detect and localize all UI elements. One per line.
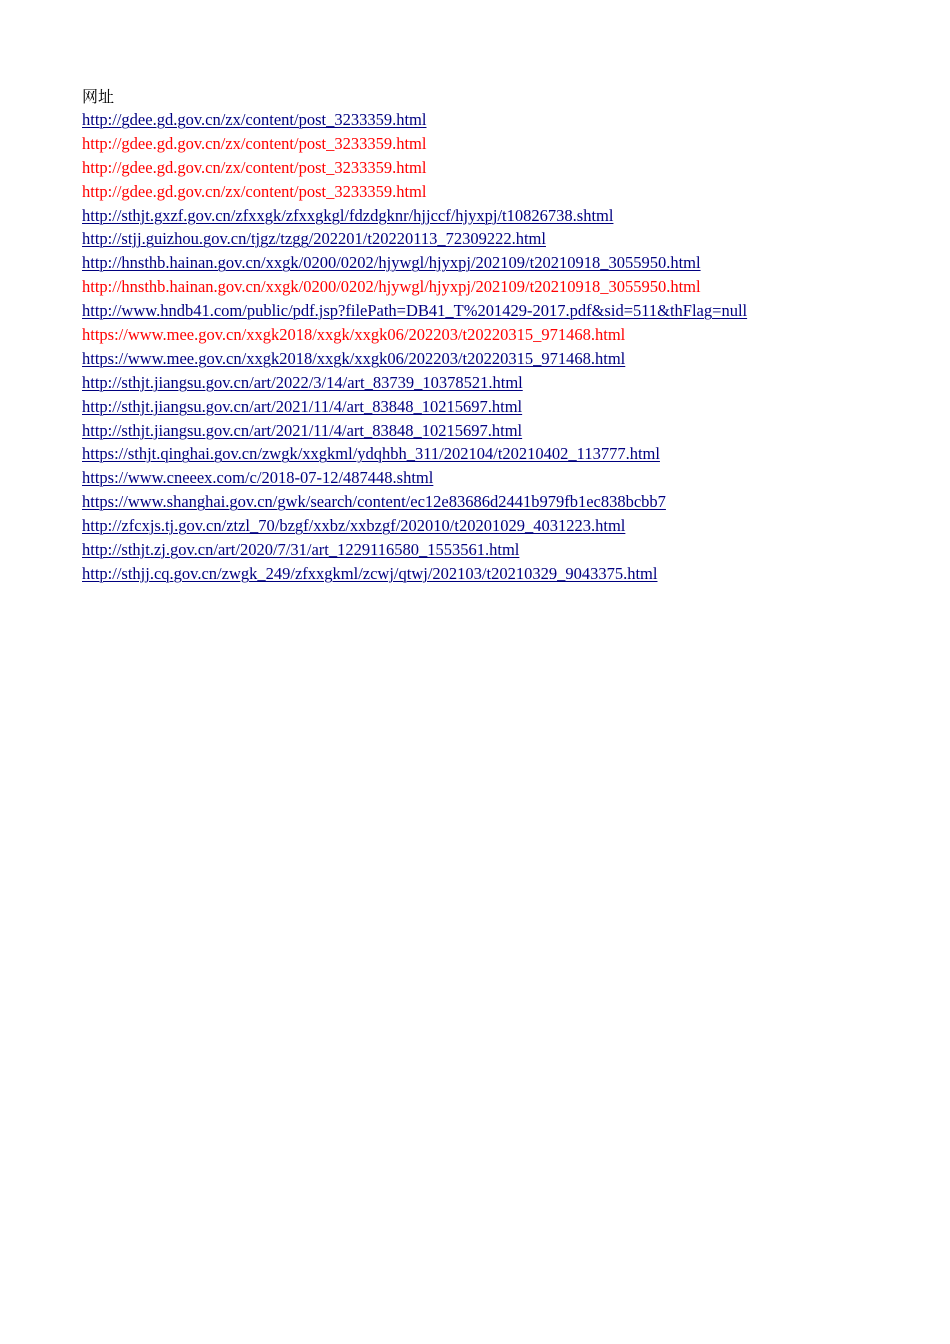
url-row: [82, 514, 922, 538]
url-row: [82, 323, 922, 347]
url-row: [82, 347, 922, 371]
url-row: [82, 562, 922, 586]
url-link[interactable]: http://sthjt.zj.gov.cn/art/2020/7/31/art_1229116580_1553561.html: [82, 540, 520, 560]
url-link[interactable]: http://zfcxjs.tj.gov.cn/ztzl_70/bzgf/xxbz/xxbzgf/202010/t20201029_4031223.html: [82, 516, 626, 536]
url-row: [82, 466, 922, 490]
url-list: [82, 108, 922, 586]
url-row: [82, 204, 922, 228]
url-link[interactable]: http://gdee.gd.gov.cn/zx/content/post_3233359.html: [82, 110, 427, 129]
url-link[interactable]: http://www.hndb41.com/public/pdf.jsp?filePath=DB41_T%201429-2017.pdf&sid=511&thFlag=null: [82, 301, 748, 321]
url-row: [82, 227, 922, 251]
url-row: [82, 442, 922, 466]
column-header: 网址: [82, 87, 115, 106]
url-row: [82, 419, 922, 443]
url-row: [82, 299, 922, 323]
url-link[interactable]: https://www.cneeex.com/c/2018-07-12/487448.shtml: [82, 468, 434, 488]
url-row: [82, 395, 922, 419]
url-link[interactable]: http://sthjt.jiangsu.gov.cn/art/2021/11/4/art_83848_10215697.html: [82, 396, 523, 416]
spreadsheet-page: [82, 86, 922, 586]
url-link[interactable]: http://stjj.guizhou.gov.cn/tjgz/tzgg/202201/t20220113_72309222.html: [82, 229, 546, 249]
url-row: [82, 371, 922, 395]
url-link[interactable]: https://www.mee.gov.cn/xxgk2018/xxgk/xxgk06/202203/t20220315_971468.html: [82, 348, 626, 368]
url-row: [82, 132, 922, 156]
url-link[interactable]: https://www.shanghai.gov.cn/gwk/search/content/ec12e83686d2441b979fb1ec838bcbb7: [82, 492, 666, 512]
url-link[interactable]: https://www.mee.gov.cn/xxgk2018/xxgk/xxgk06/202203/t20220315_971468.html: [82, 325, 626, 345]
url-row: [82, 538, 922, 562]
url-link[interactable]: http://gdee.gd.gov.cn/zx/content/post_3233359.html: [82, 133, 427, 153]
url-row: [82, 490, 922, 514]
url-link[interactable]: https://sthjt.qinghai.gov.cn/zwgk/xxgkml/ydqhbh_311/202104/t20210402_113777.html: [82, 444, 660, 464]
url-link[interactable]: http://hnsthb.hainan.gov.cn/xxgk/0200/0202/hjywgl/hjyxpj/202109/t20210918_3055950.html: [82, 253, 701, 273]
url-link[interactable]: http://gdee.gd.gov.cn/zx/content/post_3233359.html: [82, 157, 427, 177]
url-row: [82, 108, 922, 132]
url-row: [82, 275, 922, 299]
url-row: [82, 156, 922, 180]
url-row: [82, 251, 922, 275]
url-row: [82, 180, 922, 204]
url-link[interactable]: http://gdee.gd.gov.cn/zx/content/post_3233359.html: [82, 181, 427, 201]
url-link[interactable]: http://hnsthb.hainan.gov.cn/xxgk/0200/0202/hjywgl/hjyxpj/202109/t20210918_3055950.html: [82, 277, 701, 297]
url-link[interactable]: http://sthjj.cq.gov.cn/zwgk_249/zfxxgkml/zcwj/qtwj/202103/t20210329_9043375.html: [82, 563, 658, 583]
url-link[interactable]: http://sthjt.jiangsu.gov.cn/art/2022/3/14/art_83739_10378521.html: [82, 372, 523, 392]
url-link[interactable]: http://sthjt.gxzf.gov.cn/zfxxgk/zfxxgkgl/fdzdgknr/hjjccf/hjyxpj/t10826738.shtml: [82, 205, 614, 225]
url-link[interactable]: http://sthjt.jiangsu.gov.cn/art/2021/11/4/art_83848_10215697.html: [82, 420, 523, 440]
